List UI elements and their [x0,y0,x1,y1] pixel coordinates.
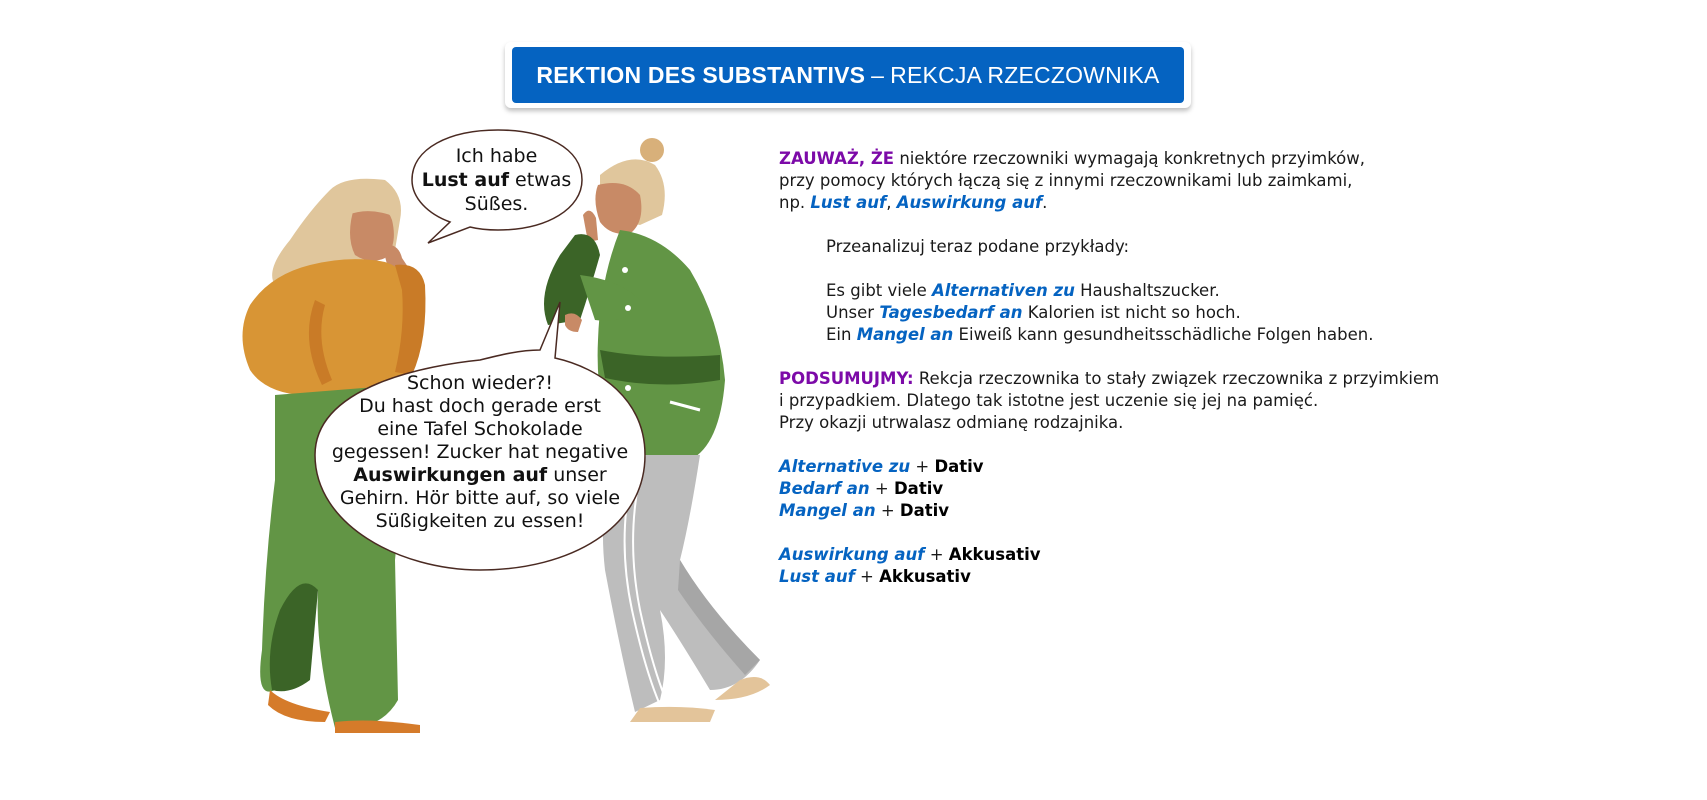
rule-plus: + [869,479,894,498]
analyze-prompt: Przeanalizuj teraz podane przykłady: [826,237,1130,256]
bubble1-key-phrase: Lust auf [421,169,509,191]
note-line-2: przy pomocy których łączą się z innymi rzeczownikami lub zaimkami, [779,171,1353,190]
note-label: ZAUWAŻ, ŻE [779,149,895,168]
rule-akkusativ [779,544,1539,566]
rule-plus: + [924,545,949,564]
example-phrase: Alternativen zu [932,281,1075,300]
bubble2-line-rest: unser [547,464,607,486]
note-example-1: Lust auf [810,193,887,212]
rule-phrase: Lust auf [779,567,855,586]
example-sentence [779,302,1539,324]
title-banner [512,47,1184,103]
note-example-2: Auswirkung auf [896,193,1043,212]
example-sentence [779,324,1539,346]
example-before: Ein [826,325,857,344]
bubble2-line: Schon wieder?! [406,372,554,394]
example-before: Unser [826,303,880,322]
rule-plus: + [854,567,880,586]
summary-line-3: Przy okazji utrwalasz odmianę rodzajnika. [779,413,1124,432]
example-phrase: Mangel an [856,325,954,344]
rule-case: Dativ [893,479,944,498]
bubble2-key-phrase: Auswirkungen auf [353,464,548,486]
rule-phrase: Bedarf an [779,479,870,498]
title-polish: REKCJA RZECZOWNIKA [890,61,1160,88]
rule-case: Dativ [934,457,984,476]
bubble1-line: Ich habe [455,145,538,167]
example-sentence [779,280,1539,302]
summary-line-1 [779,368,1539,390]
title-separator: – [871,61,885,88]
example-after: Haushaltszucker. [1074,281,1220,300]
example-phrase: Tagesbedarf an [879,303,1023,322]
summary-label: PODSUMUJMY: [779,369,914,388]
rule-akkusativ [779,566,1539,588]
rule-phrase: Mangel an [779,501,876,520]
note-prefix: np. [779,193,811,212]
explanation-panel [779,148,1539,588]
rule-plus: + [910,457,935,476]
note-text: niektóre rzeczowniki wymagają konkretnych przyimków, [894,149,1366,168]
example-after: Kalorien ist nicht so hoch. [1022,303,1241,322]
bubble1-line: Süßes. [464,193,529,215]
note-line-1 [779,148,1539,170]
speech-bubble-2-text [315,372,645,533]
speech-bubble-1-text [414,144,579,216]
example-after: Eiweiß kann gesundheitsschädliche Folgen haben. [953,325,1374,344]
summary-line-2: i przypadkiem. Dlatego tak istotne jest uczenie się jej na pamięć. [779,391,1319,410]
rule-dativ [779,478,1539,500]
title-german: REKTION DES SUBSTANTIVS [536,61,866,88]
rule-case: Dativ [899,501,950,520]
rule-case: Akkusativ [948,545,1041,564]
rule-phrase: Auswirkung auf [779,545,925,564]
summary-text: Rekcja rzeczownika to stały związek rzeczownika z przyimkiem [913,369,1440,388]
rule-case: Akkusativ [879,567,971,586]
note-comma: , [886,193,897,212]
rule-dativ [779,500,1539,522]
bubble1-line-rest: etwas [509,169,572,191]
bubble2-line: gegessen! Zucker hat negative [331,441,629,463]
bubble2-line: Du hast doch gerade erst [359,395,601,417]
rule-phrase: Alternative zu [779,457,911,476]
bubble1-line [414,168,579,192]
rule-dativ [779,456,1539,478]
bubble2-line: Gehirn. Hör bitte auf, so viele [339,487,621,509]
bubble2-line [315,464,645,487]
bubble2-line: eine Tafel Schokolade [377,418,583,440]
example-before: Es gibt viele [826,281,932,300]
note-period: . [1042,193,1048,212]
note-line-3 [779,192,1539,214]
bubble2-line: Süßigkeiten zu essen! [375,510,585,532]
rule-plus: + [875,501,900,520]
